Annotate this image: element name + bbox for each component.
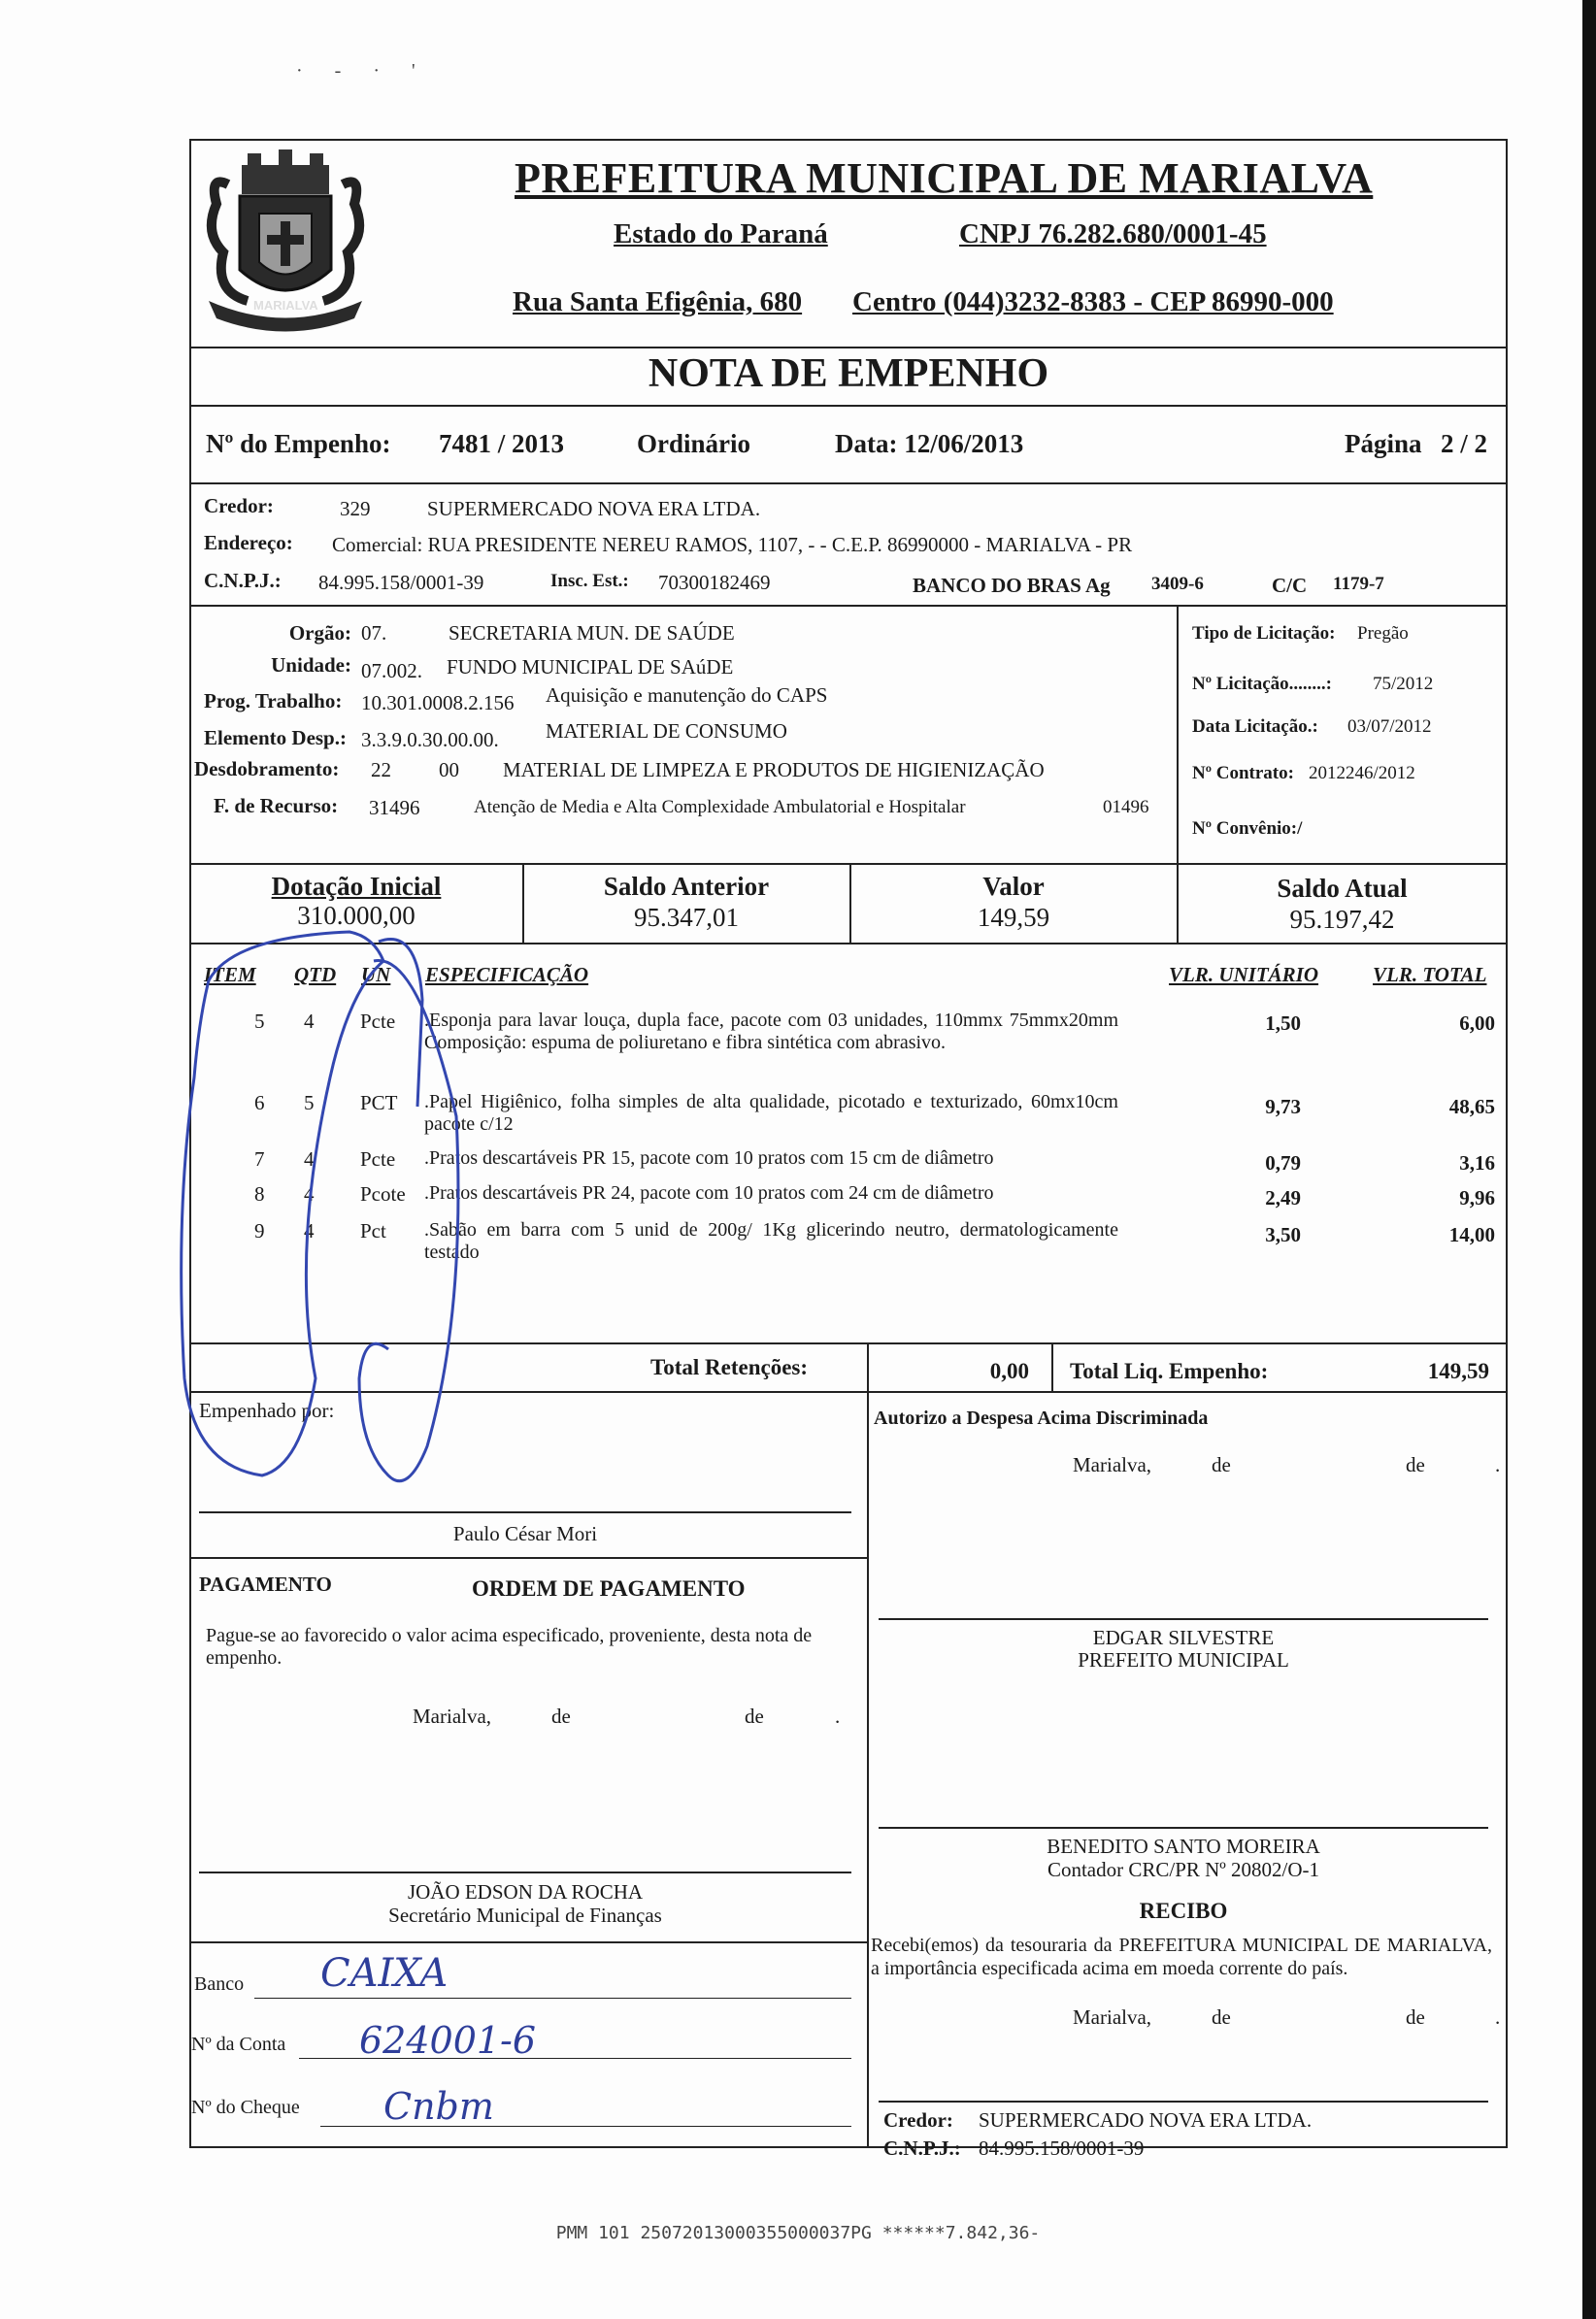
empenho-type: Ordinário bbox=[637, 429, 751, 458]
city-crest-logo bbox=[199, 146, 372, 340]
insc-label: Insc. Est.: bbox=[550, 571, 629, 591]
banco-value: BANCO DO BRAS Ag bbox=[913, 574, 1111, 597]
recibo-place: Marialva, bbox=[1073, 2005, 1152, 2029]
recibo-credor-label: Credor: bbox=[883, 2108, 953, 2132]
credor-label: Credor: bbox=[204, 494, 274, 517]
pagamento-de-2: de bbox=[745, 1705, 764, 1728]
tipo-licitacao-value: Pregão bbox=[1357, 623, 1409, 644]
item-unit-value: 0,79 bbox=[1265, 1151, 1301, 1175]
cheque-handwritten: Cnbm bbox=[383, 2085, 494, 2128]
recibo-credor-name: SUPERMERCADO NOVA ERA LTDA. bbox=[979, 2108, 1313, 2132]
item-number: 6 bbox=[254, 1091, 265, 1114]
secretario-title: Secretário Municipal de Finanças bbox=[388, 1904, 662, 1927]
signatures-divider bbox=[867, 1391, 869, 2148]
empenho-date: Data: 12/06/2013 bbox=[835, 429, 1024, 458]
ink-annotation-drawing bbox=[175, 922, 612, 1505]
prog-value: Aquisição e manutenção do CAPS bbox=[546, 683, 828, 707]
agencia-value: 3409-6 bbox=[1151, 574, 1204, 594]
empenhado-signature-line bbox=[199, 1511, 851, 1513]
recibo-title: RECIBO bbox=[1139, 1899, 1228, 1923]
item-unit-value: 2,49 bbox=[1265, 1186, 1301, 1209]
item-spec: .Pratos descartáveis PR 24, pacote com 10 pratos com 24 cm de diâmetro bbox=[424, 1182, 994, 1204]
autorizo-de-1: de bbox=[1212, 1453, 1231, 1476]
item-total-value: 9,96 bbox=[1459, 1186, 1495, 1209]
item-unit-value: 9,73 bbox=[1265, 1095, 1301, 1118]
item-number: 8 bbox=[254, 1182, 265, 1206]
item-total-value: 14,00 bbox=[1448, 1223, 1495, 1246]
orgao-value: SECRETARIA MUN. DE SAÚDE bbox=[449, 621, 735, 645]
dotacao-inicial-value: 310.000,00 bbox=[297, 901, 416, 930]
banco-top-line bbox=[189, 1941, 869, 1943]
recibo-signature-line bbox=[879, 2101, 1488, 2103]
unidade-label: Unidade: bbox=[271, 653, 351, 677]
item-un: Pcte bbox=[360, 1010, 396, 1033]
recibo-dot: . bbox=[1495, 2005, 1501, 2029]
numero-licitacao-label: Nº Licitação........: bbox=[1192, 674, 1332, 694]
col-item-header: ITEM bbox=[204, 963, 256, 986]
valor-value: 149,59 bbox=[977, 903, 1050, 932]
retencoes-label: Total Retenções: bbox=[650, 1355, 809, 1379]
crest-banner-text: MARIALVA bbox=[253, 298, 318, 313]
item-total-value: 48,65 bbox=[1448, 1095, 1495, 1118]
col-un-header: UN bbox=[361, 963, 391, 986]
desdobramento-value: MATERIAL DE LIMPEZA E PRODUTOS DE HIGIENIZAÇÃO bbox=[503, 758, 1045, 781]
saldo-atual-label: Saldo Atual bbox=[1277, 874, 1408, 903]
item-qtd: 4 bbox=[304, 1010, 315, 1033]
item-qtd: 4 bbox=[304, 1147, 315, 1171]
credor-cnpj-label: C.N.P.J.: bbox=[204, 569, 282, 592]
recibo-cnpj-label: C.N.P.J.: bbox=[883, 2137, 961, 2160]
pagamento-separator bbox=[189, 1557, 869, 1559]
autorizo-dot: . bbox=[1495, 1453, 1501, 1476]
item-number: 7 bbox=[254, 1147, 265, 1171]
item-number: 5 bbox=[254, 1010, 265, 1033]
item-qtd: 4 bbox=[304, 1182, 315, 1206]
elemento-label: Elemento Desp.: bbox=[204, 726, 347, 749]
total-liquido-value: 149,59 bbox=[1427, 1359, 1489, 1383]
item-unit-value: 1,50 bbox=[1265, 1011, 1301, 1035]
data-licitacao-value: 03/07/2012 bbox=[1347, 716, 1432, 737]
pague-se-text: Pague-se ao favorecido o valor acima especificado, proveniente, desta nota de empenho. bbox=[206, 1625, 813, 1669]
desdobramento-a: 22 bbox=[371, 758, 391, 781]
endereco-value: Comercial: RUA PRESIDENTE NEREU RAMOS, 1107, - - C.E.P. 86990000 - MARIALVA - PR bbox=[332, 533, 1133, 556]
prog-label: Prog. Trabalho: bbox=[204, 689, 343, 712]
saldo-anterior-label: Saldo Anterior bbox=[603, 872, 770, 901]
recurso-label: F. de Recurso: bbox=[214, 794, 339, 817]
page-number: 2 / 2 bbox=[1441, 429, 1488, 458]
pagamento-de-1: de bbox=[551, 1705, 571, 1728]
item-un: Pct bbox=[360, 1219, 386, 1242]
secretario-signature-line bbox=[199, 1872, 851, 1873]
pagamento-dot: . bbox=[835, 1705, 841, 1728]
contrato-label: Nº Contrato: bbox=[1192, 763, 1294, 783]
autorizo-de-2: de bbox=[1406, 1453, 1425, 1476]
item-total-value: 6,00 bbox=[1459, 1011, 1495, 1035]
item-number: 9 bbox=[254, 1219, 265, 1242]
banco-label: Banco bbox=[194, 1973, 245, 1995]
scan-edge bbox=[1582, 0, 1596, 2319]
item-spec: .Papel Higiênico, folha simples de alta qualidade, picotado e texturizado, 60mx10cm pacote c/12 bbox=[424, 1091, 1118, 1135]
autorizo-place: Marialva, bbox=[1073, 1453, 1152, 1476]
autorizo-label: Autorizo a Despesa Acima Discriminada bbox=[874, 1408, 1209, 1429]
unidade-code: 07.002. bbox=[361, 659, 422, 682]
recurso-code-2: 01496 bbox=[1103, 797, 1149, 817]
item-total-value: 3,16 bbox=[1459, 1151, 1495, 1175]
pagamento-place: Marialva, bbox=[413, 1705, 492, 1728]
footer-code: PMM 101 25072013000355000037PG ******7.842,36- bbox=[555, 2223, 1041, 2243]
empenhado-name: Paulo César Mori bbox=[452, 1522, 598, 1545]
orgao-label: Orgão: bbox=[288, 621, 351, 645]
data-licitacao-label: Data Licitação.: bbox=[1192, 716, 1318, 737]
item-qtd: 4 bbox=[304, 1219, 315, 1242]
recibo-text: Recebi(emos) da tesouraria da PREFEITURA MUNICIPAL DE MARIALVA, a importância especificada acima em moeda corrente do país. bbox=[871, 1935, 1492, 1979]
endereco-label: Endereço: bbox=[204, 531, 293, 554]
totals-divider-2 bbox=[1051, 1342, 1053, 1393]
col-total-header: VLR. TOTAL bbox=[1373, 963, 1487, 986]
item-un: PCT bbox=[360, 1091, 398, 1114]
retencoes-value: 0,00 bbox=[989, 1359, 1029, 1383]
header-contact: Centro (044)3232-8383 - CEP 86990-000 bbox=[852, 286, 1334, 317]
empenho-number: 7481 / 2013 bbox=[439, 429, 565, 458]
elemento-code: 3.3.9.0.30.00.00. bbox=[361, 728, 499, 751]
item-un: Pcote bbox=[360, 1182, 406, 1206]
ordem-pagamento-title: ORDEM DE PAGAMENTO bbox=[472, 1576, 746, 1601]
conta-label: Nº da Conta bbox=[191, 2034, 286, 2055]
convenio-label: Nº Convênio:/ bbox=[1192, 818, 1303, 839]
pagamento-label: PAGAMENTO bbox=[199, 1573, 332, 1596]
item-spec: .Pratos descartáveis PR 15, pacote com 10 pratos com 15 cm de diâmetro bbox=[424, 1147, 994, 1169]
doc-title: NOTA DE EMPENHO bbox=[648, 351, 1049, 396]
state-label: Estado do Paraná bbox=[614, 218, 828, 249]
scan-specks: · ‐ · ' bbox=[296, 60, 429, 82]
total-liquido-label: Total Liq. Empenho: bbox=[1070, 1359, 1269, 1383]
page-title: PREFEITURA MUNICIPAL DE MARIALVA bbox=[515, 154, 1374, 202]
header-address: Rua Santa Efigênia, 680 bbox=[513, 286, 803, 317]
valor-label: Valor bbox=[982, 872, 1045, 901]
col-unit-header: VLR. UNITÁRIO bbox=[1169, 963, 1319, 986]
col-qtd-header: QTD bbox=[294, 963, 337, 986]
item-un: Pcte bbox=[360, 1147, 396, 1171]
dotacao-divider bbox=[1177, 605, 1179, 865]
prog-code: 10.301.0008.2.156 bbox=[361, 691, 515, 714]
unidade-value: FUNDO MUNICIPAL DE SAúDE bbox=[447, 655, 734, 679]
saldo-anterior-value: 95.347,01 bbox=[634, 903, 739, 932]
credor-cnpj: 84.995.158/0001-39 bbox=[318, 571, 484, 594]
orgao-code: 07. bbox=[361, 621, 387, 645]
prefeito-signature-line bbox=[879, 1618, 1488, 1620]
contrato-value: 2012246/2012 bbox=[1309, 763, 1415, 783]
numero-licitacao-value: 75/2012 bbox=[1373, 674, 1434, 694]
banco-handwritten: CAIXA bbox=[320, 1951, 449, 1996]
cc-value: 1179-7 bbox=[1333, 574, 1384, 594]
recurso-code: 31496 bbox=[369, 796, 420, 819]
recibo-de-2: de bbox=[1406, 2005, 1425, 2029]
item-spec: .Sabão em barra com 5 unid de 200g/ 1Kg glicerindo neutro, dermatologicamente testado bbox=[424, 1219, 1118, 1263]
empenho-number-label: Nº do Empenho: bbox=[206, 429, 391, 458]
recurso-value: Atenção de Media e Alta Complexidade Ambulatorial e Hospitalar bbox=[474, 797, 966, 817]
contador-name: BENEDITO SANTO MOREIRA bbox=[1047, 1835, 1320, 1858]
col-spec-header: ESPECIFICAÇÃO bbox=[425, 963, 589, 986]
credor-name: SUPERMERCADO NOVA ERA LTDA. bbox=[427, 497, 761, 520]
secretario-name: JOÃO EDSON DA ROCHA bbox=[407, 1880, 644, 1904]
insc-value: 70300182469 bbox=[658, 571, 771, 594]
tipo-licitacao-label: Tipo de Licitação: bbox=[1192, 623, 1336, 644]
totals-divider-1 bbox=[867, 1342, 869, 1393]
page-label: Página bbox=[1345, 429, 1422, 458]
prefeito-title: PREFEITO MUNICIPAL bbox=[1078, 1648, 1289, 1672]
saldo-atual-value: 95.197,42 bbox=[1289, 905, 1395, 934]
desdobramento-label: Desdobramento: bbox=[194, 757, 340, 780]
item-spec: .Esponja para lavar louça, dupla face, pacote com 03 unidades, 110mmx 75mmx20mm Composição: espuma de poliuretano e fibra sintética com abrasivo. bbox=[424, 1010, 1118, 1053]
recibo-de-1: de bbox=[1212, 2005, 1231, 2029]
recibo-cnpj: 84.995.158/0001-39 bbox=[979, 2137, 1145, 2160]
desdobramento-b: 00 bbox=[439, 758, 459, 781]
prefeito-name: EDGAR SILVESTRE bbox=[1092, 1626, 1275, 1649]
contador-title: Contador CRC/PR Nº 20802/O-1 bbox=[1047, 1858, 1320, 1881]
credor-code: 329 bbox=[340, 497, 371, 520]
elemento-value: MATERIAL DE CONSUMO bbox=[546, 719, 787, 743]
cheque-label: Nº do Cheque bbox=[191, 2097, 300, 2118]
conta-handwritten: 624001-6 bbox=[359, 2019, 537, 2062]
contador-signature-line bbox=[879, 1827, 1488, 1829]
item-unit-value: 3,50 bbox=[1265, 1223, 1301, 1246]
item-qtd: 5 bbox=[304, 1091, 315, 1114]
empenhado-por-label: Empenhado por: bbox=[199, 1399, 335, 1422]
cc-label: C/C bbox=[1272, 574, 1308, 597]
header-cnpj: CNPJ 76.282.680/0001-45 bbox=[959, 218, 1267, 249]
dotacao-inicial-label: Dotação Inicial bbox=[271, 872, 442, 901]
banco-line bbox=[254, 1998, 851, 1999]
